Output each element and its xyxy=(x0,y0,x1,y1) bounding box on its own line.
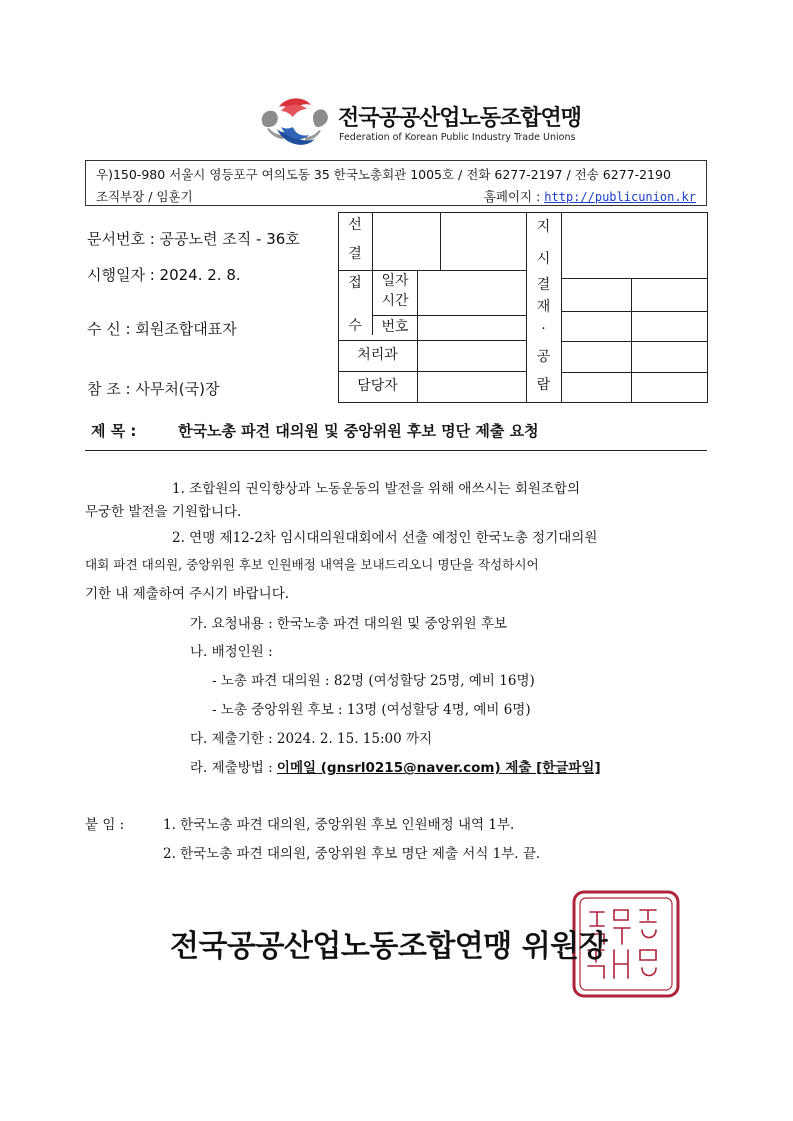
label-gong: 공 xyxy=(536,349,551,365)
label-seon: 선 xyxy=(348,217,362,233)
item-na: 나. 배정인원 : xyxy=(190,644,273,660)
label-jae: 재 xyxy=(536,299,551,315)
union-logo-icon xyxy=(257,95,331,151)
item-ra xyxy=(190,756,601,776)
paragraph-1-line-1: 1. 조합원의 권익향상과 노동운동의 발전을 위해 애쓰시는 회원조합의 xyxy=(172,481,581,497)
label-person-in-charge: 담당자 xyxy=(357,378,398,394)
label-ram: 람 xyxy=(536,377,551,393)
address-box xyxy=(85,160,707,206)
subject-text: 한국노총 파견 대의원 및 중앙위원 후보 명단 제출 요청 xyxy=(178,422,539,440)
org-name-korean: 전국공공산업노동조합연맹 xyxy=(338,106,582,131)
org-name-english: Federation of Korean Public Industry Trade Unions xyxy=(339,132,576,143)
issue-date: 시행일자 : 2024. 2. 8. xyxy=(87,266,241,284)
label-sigan: 시간 xyxy=(381,293,409,309)
label-beonho: 번호 xyxy=(381,319,409,335)
subject-label: 제 목 : xyxy=(91,422,137,440)
doc-number: 문서번호 : 공공노련 조직 - 36호 xyxy=(87,230,300,248)
subject-row xyxy=(85,410,707,451)
homepage-label: 홈페이지 : xyxy=(483,189,545,204)
label-processing-dept: 처리과 xyxy=(357,347,398,363)
label-gyeol: 결 xyxy=(348,246,362,262)
label-ji: 지 xyxy=(536,219,551,235)
label-jeop: 접 xyxy=(348,275,362,291)
approval-grid xyxy=(338,212,708,403)
item-ga: 가. 요청내용 : 한국노총 파견 대의원 및 중앙위원 후보 xyxy=(190,616,508,632)
signature-title: 전국공공산업노동조합연맹 위원장 xyxy=(170,929,608,964)
homepage xyxy=(484,187,696,205)
item-ra-label: 라. 제출방법 : xyxy=(190,760,277,776)
submission-method: 이메일 (gnsrl0215@naver.com) 제출 [한글파일] xyxy=(276,760,601,776)
address-line: 우)150-980 서울시 영등포구 여의도동 35 한국노총회관 1005호 / 전화 6277-2197 / 전송 6277-2190 xyxy=(96,167,671,182)
homepage-link[interactable]: http://publicunion.kr xyxy=(544,190,696,204)
paragraph-2-line-2: 대회 파견 대의원, 중앙위원 후보 인원배정 내역을 보내드리오니 명단을 작성하시어 xyxy=(85,557,539,572)
attachment-item-1: 1. 한국노총 파견 대의원, 중앙위원 후보 인원배정 내역 1부. xyxy=(163,817,515,833)
item-da: 다. 제출기한 : 2024. 2. 15. 15:00 까지 xyxy=(190,731,433,747)
paragraph-2-line-1: 2. 연맹 제12-2차 임시대의원대회에서 선출 예정인 한국노총 정기대의원 xyxy=(172,530,598,546)
label-dot: · xyxy=(541,321,546,337)
department-line: 조직부장 / 임훈기 xyxy=(96,189,193,204)
label-gyeol-2: 결 xyxy=(536,277,551,293)
label-ilja: 일자 xyxy=(381,273,409,289)
attachment-item-2: 2. 한국노총 파견 대의원, 중앙위원 후보 명단 제출 서식 1부. 끝. xyxy=(163,846,541,862)
attachment-label: 붙 임 : xyxy=(85,817,125,833)
item-na-delegates: - 노총 파견 대의원 : 82명 (여성할당 25명, 예비 16명) xyxy=(212,673,535,689)
reference: 참 조 : 사무처(국)장 xyxy=(87,380,220,398)
label-si: 시 xyxy=(536,251,551,267)
item-na-committee: - 노총 중앙위원 후보 : 13명 (여성할당 4명, 예비 6명) xyxy=(212,702,531,718)
paragraph-2-line-3: 기한 내 제출하여 주시기 바랍니다. xyxy=(85,586,290,602)
recipient: 수 신 : 회원조합대표자 xyxy=(87,320,237,338)
label-su: 수 xyxy=(348,318,362,334)
paragraph-1-line-2: 무궁한 발전을 기원합니다. xyxy=(85,504,242,520)
